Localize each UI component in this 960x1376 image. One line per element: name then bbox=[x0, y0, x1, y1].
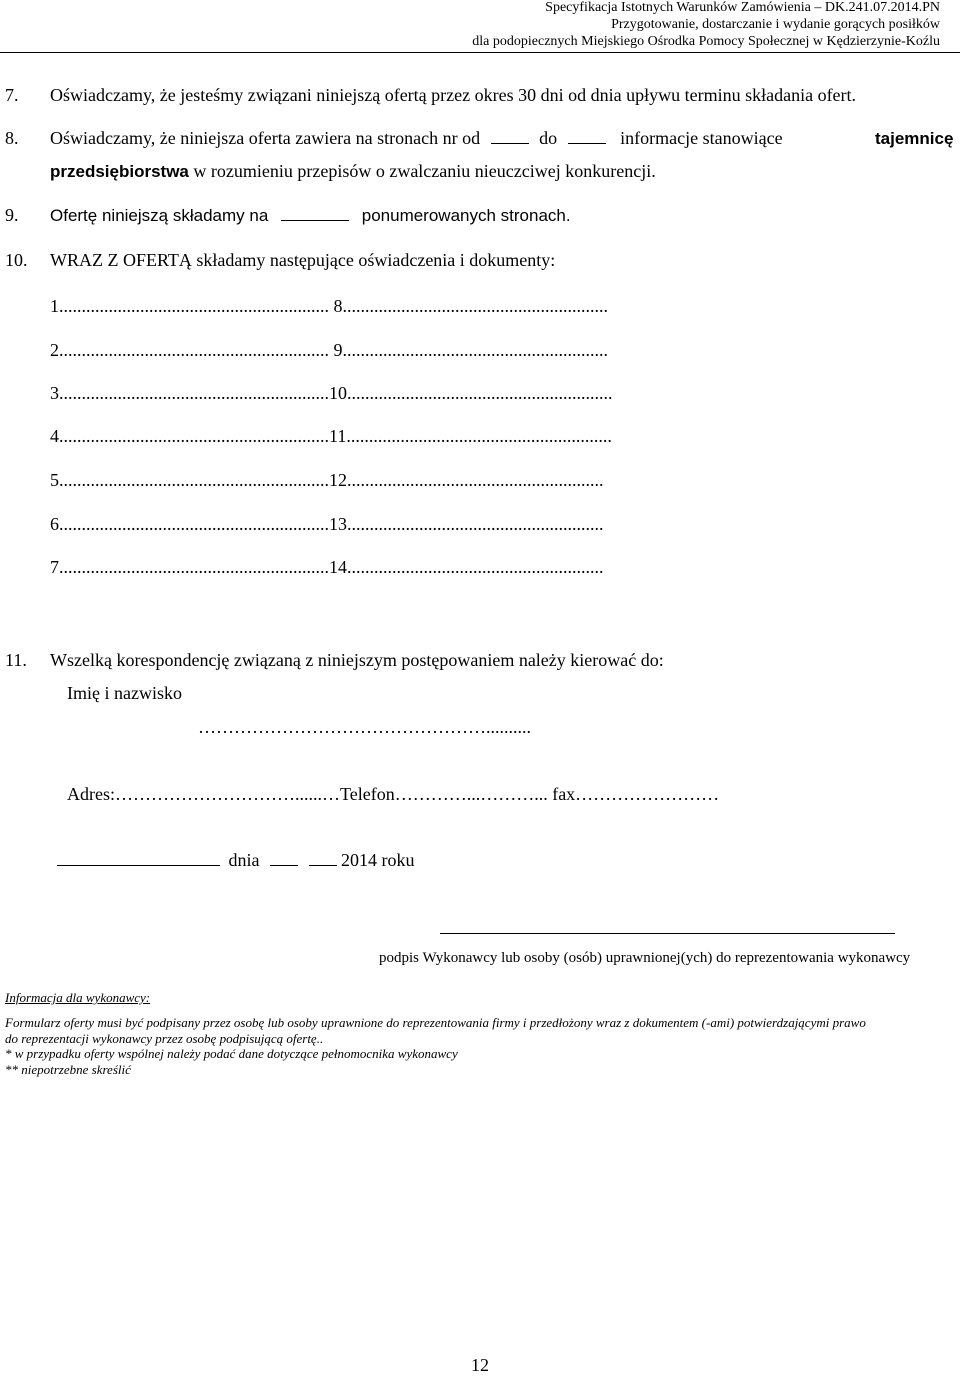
notes-line-2: do reprezentacji wykonawcy przez osobę podpisującą ofertę.. bbox=[5, 1031, 324, 1046]
item-8-text-d: w rozumieniu przepisów o zwalczaniu nieuczciwej konkurencji. bbox=[193, 161, 656, 181]
document-row-3[interactable]: 3............................................................10........................................................... bbox=[50, 383, 613, 403]
item-7-number: 7. bbox=[5, 85, 19, 105]
item-9-number: 9. bbox=[5, 205, 19, 225]
signature-line[interactable] bbox=[440, 933, 895, 934]
item-11-text: Wszelką korespondencję związaną z niniejszym postępowaniem należy kierować do: bbox=[50, 650, 664, 670]
item-8-bold-2: przedsiębiorstwa bbox=[50, 162, 189, 181]
document-row-5[interactable]: 5............................................................12......................................................... bbox=[50, 470, 604, 490]
page-from-blank[interactable] bbox=[491, 129, 529, 144]
document-row-1[interactable]: 1............................................................ 8........................................................... bbox=[50, 296, 608, 316]
document-row-6[interactable]: 6............................................................13......................................................... bbox=[50, 514, 604, 534]
document-row-2[interactable]: 2............................................................ 9........................................................... bbox=[50, 340, 608, 360]
item-11-number: 11. bbox=[5, 650, 27, 670]
place-blank[interactable] bbox=[57, 851, 220, 866]
header-line-3: dla podopiecznych Miejskiego Ośrodka Pomocy Społecznej w Kędzierzynie-Koźlu bbox=[472, 34, 940, 49]
signature-caption: podpis Wykonawcy lub osoby (osób) uprawnionej(ych) do reprezentowania wykonawcy bbox=[379, 950, 911, 966]
day-blank[interactable] bbox=[270, 851, 298, 866]
name-field[interactable]: ………………………………………….......... bbox=[198, 717, 531, 737]
header-line-1: Specyfikacja Istotnych Warunków Zamówienia – DK.241.07.2014.PN bbox=[545, 0, 940, 15]
item-8-text-c: informacje stanowiące bbox=[620, 128, 783, 148]
item-8-text-b: do bbox=[539, 128, 558, 148]
dnia-label: dnia bbox=[228, 850, 260, 870]
document-row-4[interactable]: 4............................................................11........................................................... bbox=[50, 426, 612, 446]
item-9-line bbox=[50, 206, 571, 226]
page-to-blank[interactable] bbox=[568, 129, 606, 144]
item-9-text-a: Ofertę niniejszą składamy na bbox=[50, 206, 269, 225]
header-line-2: Przygotowanie, dostarczanie i wydanie gorących posiłków bbox=[611, 17, 940, 32]
item-7-text: Oświadczamy, że jesteśmy związani niniejszą ofertą przez okres 30 dni od dnia upływu terminu składania ofert. bbox=[50, 85, 857, 105]
item-8-number: 8. bbox=[5, 128, 19, 148]
page-number: 12 bbox=[471, 1355, 489, 1375]
page-count-blank[interactable] bbox=[281, 206, 349, 221]
notes-line-1: Formularz oferty musi być podpisany przez osobę lub osoby uprawnione do reprezentowania firmy i przedłożony wraz z dokumentem (-ami) potwierdzającymi prawo bbox=[5, 1015, 866, 1030]
document-row-7[interactable]: 7............................................................14......................................................... bbox=[50, 557, 604, 577]
header-divider bbox=[0, 52, 960, 53]
notes-heading: Informacja dla wykonawcy: bbox=[5, 990, 151, 1005]
item-8-line-1 bbox=[50, 128, 783, 149]
item-10-number: 10. bbox=[5, 250, 28, 270]
notes-line-3: * w przypadku oferty wspólnej należy podać dane dotyczące pełnomocnika wykonawcy bbox=[5, 1046, 458, 1061]
item-8-line-2 bbox=[50, 161, 656, 182]
month-blank[interactable] bbox=[309, 851, 337, 866]
notes-line-4: ** niepotrzebne skreślić bbox=[5, 1062, 131, 1077]
item-8-bold-1: tajemnicę bbox=[875, 129, 954, 148]
item-10-text: WRAZ Z OFERTĄ składamy następujące oświadczenia i dokumenty: bbox=[50, 250, 556, 270]
year-label: 2014 roku bbox=[341, 850, 415, 870]
item-9-text-b: ponumerowanych stronach. bbox=[361, 206, 571, 225]
date-line bbox=[57, 850, 415, 871]
name-label: Imię i nazwisko bbox=[67, 683, 182, 703]
item-8-text-a: Oświadczamy, że niniejsza oferta zawiera na stronach nr od bbox=[50, 128, 481, 148]
address-phone-fax-line[interactable]: Adres:…………………………......…Telefon…………...………... fax…………………… bbox=[67, 784, 720, 804]
